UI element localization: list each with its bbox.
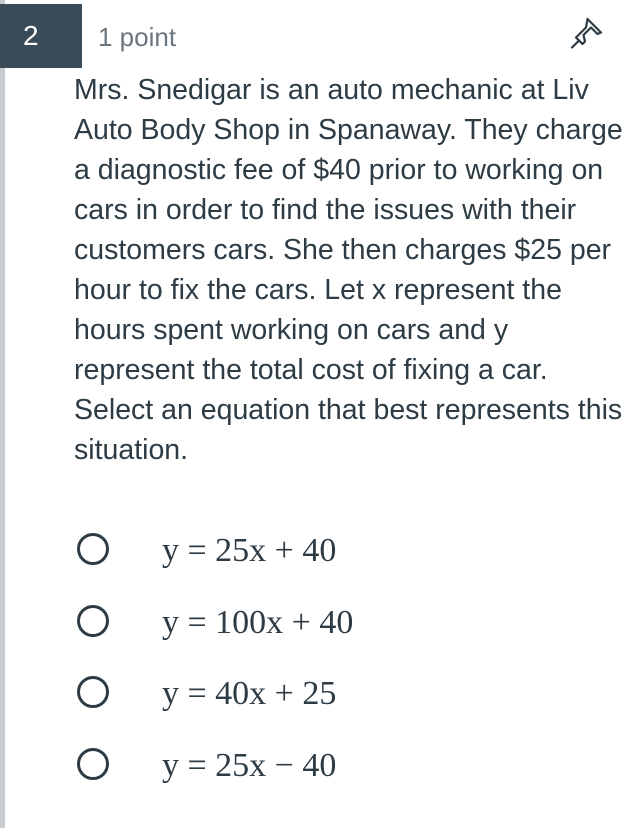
answer-label: y = 25x − 40 <box>162 747 337 784</box>
answer-label: y = 25x + 40 <box>162 532 337 569</box>
answer-option[interactable] <box>74 669 494 721</box>
answer-label: y = 100x + 40 <box>162 604 354 641</box>
radio-button[interactable] <box>77 533 109 565</box>
radio-button[interactable] <box>77 605 109 637</box>
question-points: 1 point <box>98 22 177 52</box>
pin-icon-graphic <box>566 14 606 54</box>
left-border <box>0 0 5 828</box>
question-number-badge: 2 <box>0 4 82 68</box>
radio-button[interactable] <box>77 676 109 708</box>
answer-option[interactable] <box>74 598 494 650</box>
question-prompt: Mrs. Snedigar is an auto mechanic at Liv Auto Body Shop in Spanaway. They charge a diagnostic fee of $40 prior to working on cars in order to find the issues with their customers cars. She then charges $25 per hour to fix the cars. Let x represent the hours spent working on cars and y represent the total cost of fixing a car. Select an equation that best represents this situation. <box>74 74 623 466</box>
answer-option[interactable] <box>74 741 494 793</box>
answer-label: y = 40x + 25 <box>162 675 337 712</box>
answer-option[interactable] <box>74 526 494 578</box>
radio-button[interactable] <box>77 748 109 780</box>
pin-icon[interactable] <box>566 14 606 54</box>
